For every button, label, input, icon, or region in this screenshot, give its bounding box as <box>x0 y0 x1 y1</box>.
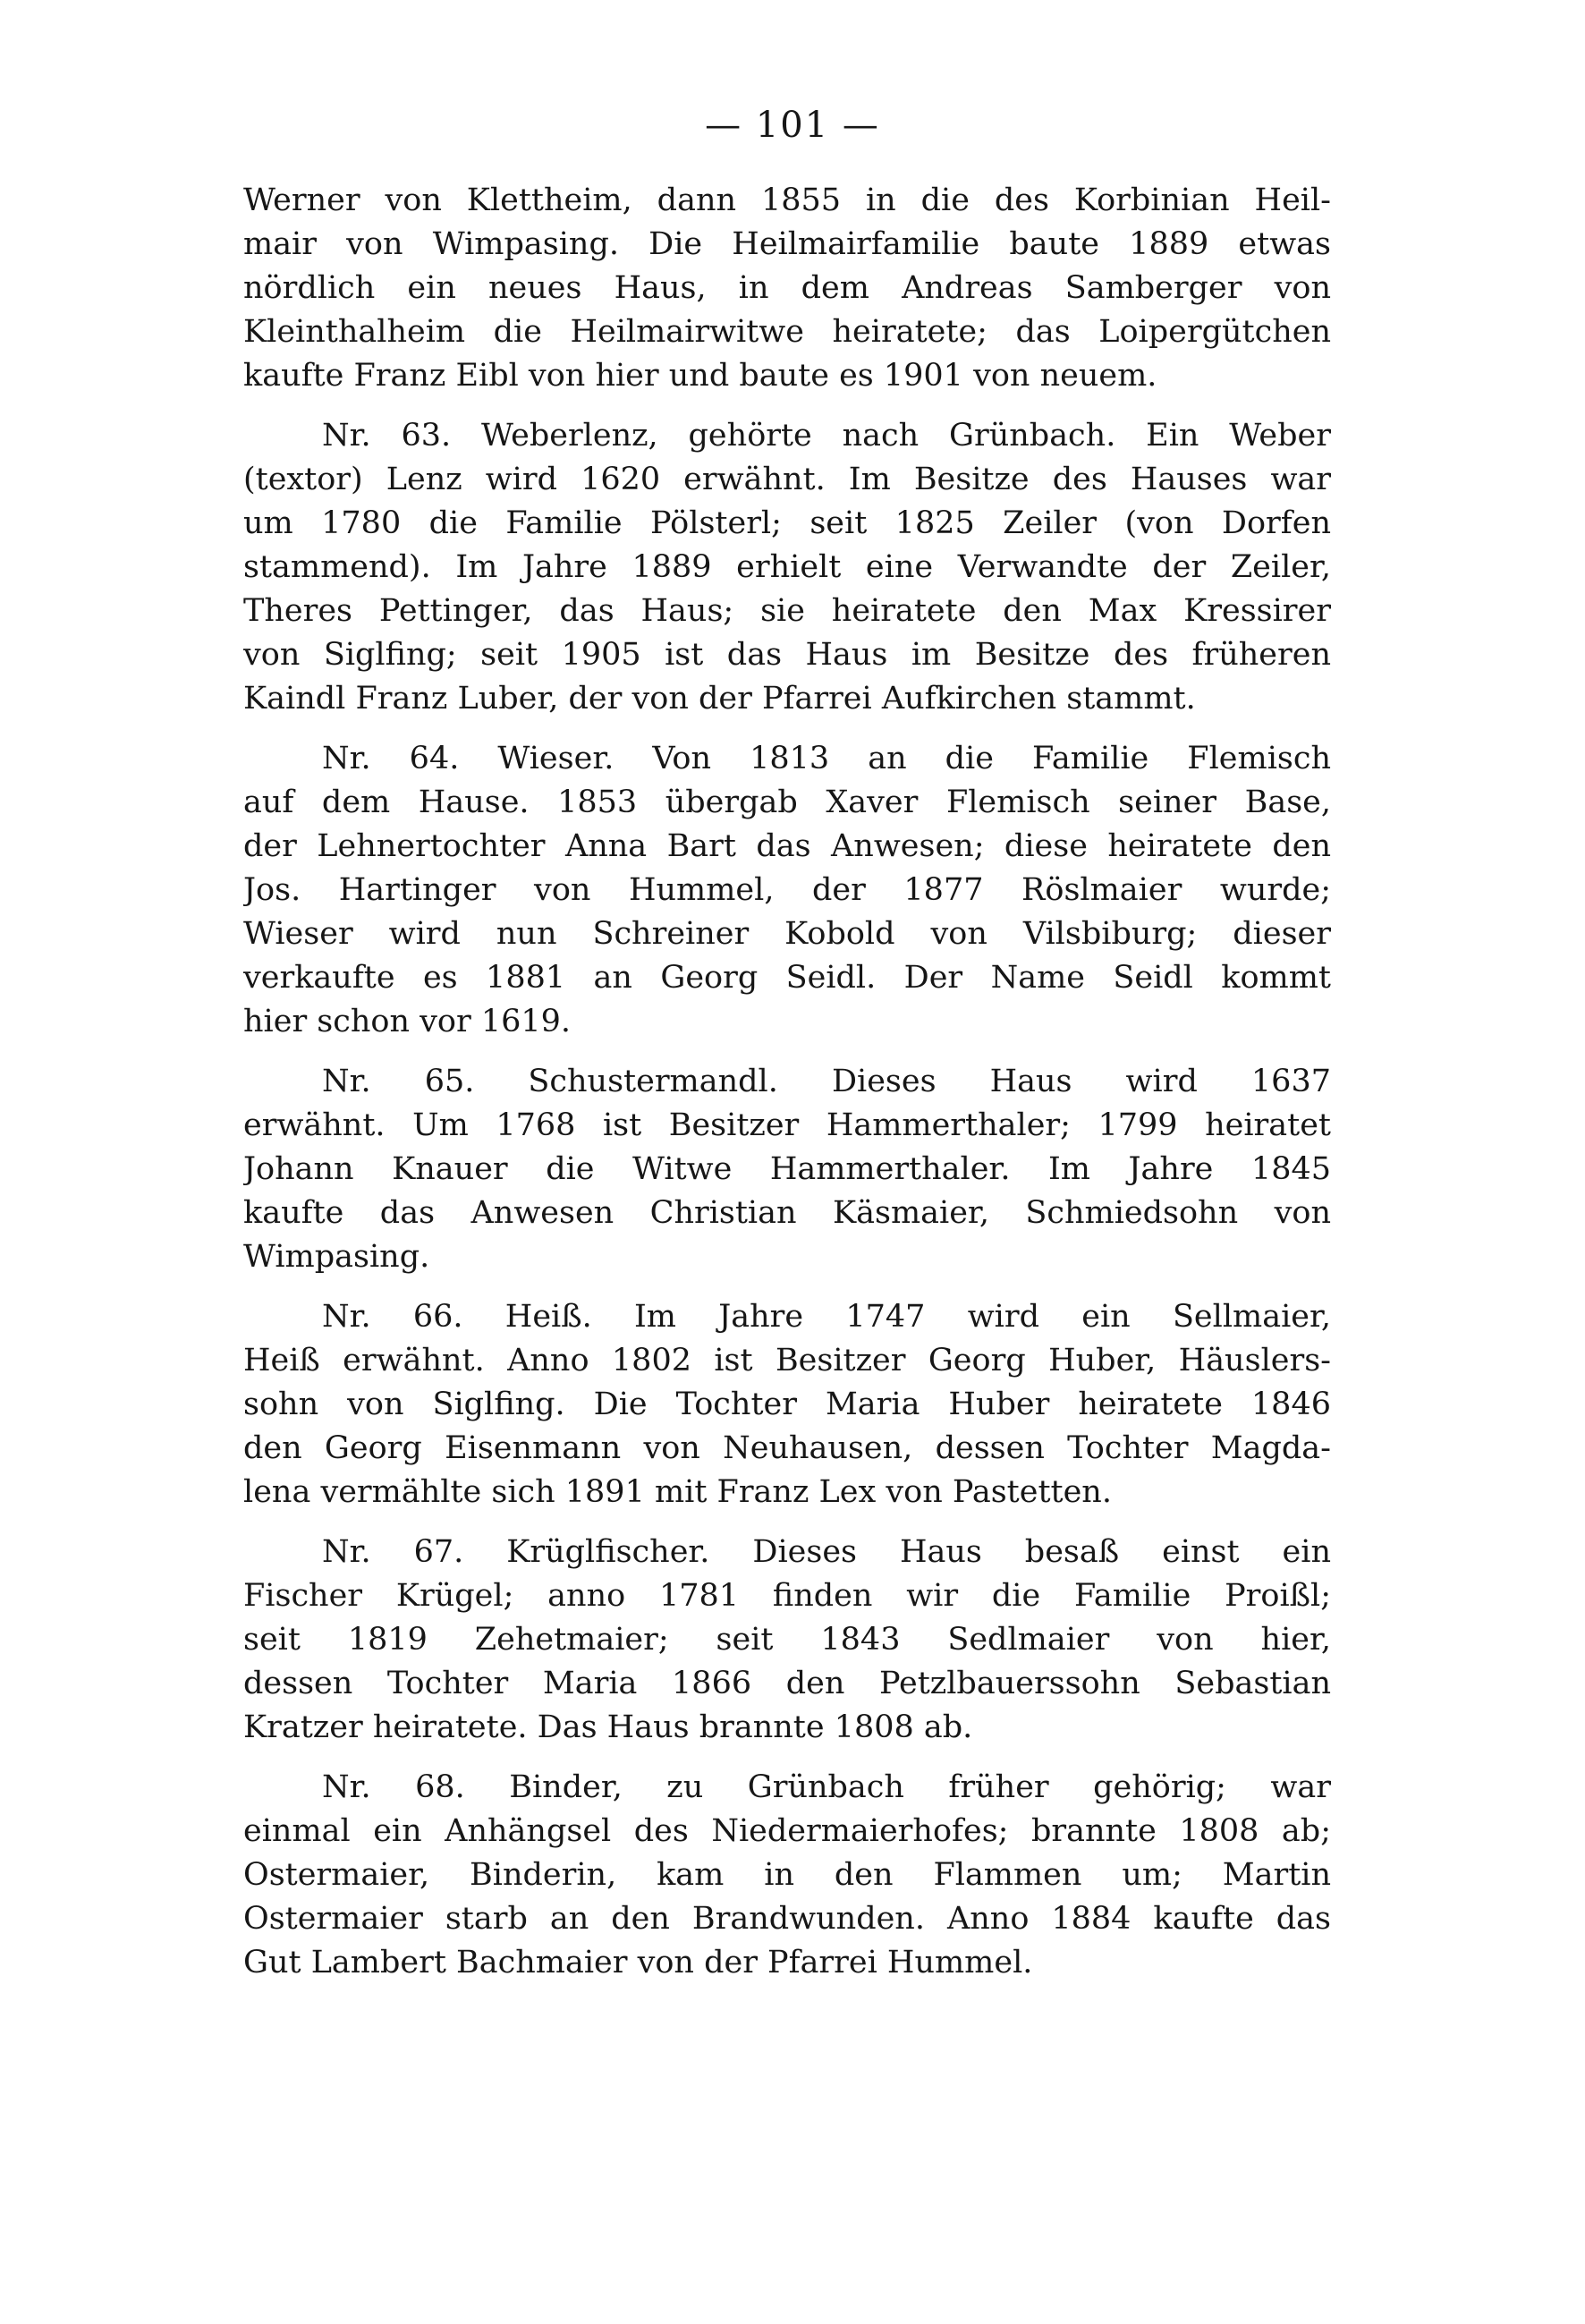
paragraph-nr-68 <box>243 1766 1331 1985</box>
text-line: Wieser wird nun Schreiner Kobold von Vilsbiburg; dieser <box>243 916 1331 952</box>
text-line: Werner von Klettheim, dann 1855 in die des Korbinian Heil- <box>243 182 1331 218</box>
text-line: stammend). Im Jahre 1889 erhielt eine Verwandte der Zeiler, <box>243 549 1331 585</box>
text-line: mair von Wimpasing. Die Heilmairfamilie baute 1889 etwas <box>243 226 1331 262</box>
text-line: Kleinthalheim die Heilmairwitwe heiratete; das Loipergütchen <box>243 314 1331 350</box>
paragraph-nr-63 <box>243 414 1331 721</box>
text-line: Wimpasing. <box>243 1239 430 1275</box>
text-line: auf dem Hause. 1853 übergab Xaver Flemisch seiner Base, <box>243 785 1331 820</box>
text-line: Fischer Krügel; anno 1781 finden wir die Familie Proißl; <box>243 1578 1331 1614</box>
text-line: einmal ein Anhängsel des Niedermaierhofes; brannte 1808 ab; <box>243 1813 1331 1849</box>
text-line: Jos. Hartinger von Hummel, der 1877 Röslmaier wurde; <box>243 872 1331 908</box>
text-line: Ostermaier, Binderin, kam in den Flammen um; Martin <box>243 1857 1331 1893</box>
text-line: Heiß erwähnt. Anno 1802 ist Besitzer Georg Huber, Häuslers- <box>243 1343 1331 1378</box>
text-line: Theres Pettinger, das Haus; sie heiratete den Max Kressirer <box>243 593 1331 629</box>
text-line: kaufte Franz Eibl von hier und baute es 1901 von neuem. <box>243 358 1157 394</box>
body-text <box>243 179 1331 1985</box>
text-line: seit 1819 Zehetmaier; seit 1843 Sedlmaier von hier, <box>243 1622 1331 1658</box>
text-line: (textor) Lenz wird 1620 erwähnt. Im Besitze des Hauses war <box>243 462 1331 497</box>
page-number: — 101 — <box>705 105 880 146</box>
paragraph-nr-66 <box>243 1295 1331 1514</box>
text-line: Nr. 66. Heiß. Im Jahre 1747 wird ein Sellmaier, <box>322 1299 1331 1335</box>
text-line: Ostermaier starb an den Brandwunden. Anno 1884 kaufte das <box>243 1901 1331 1937</box>
text-line: um 1780 die Familie Pölsterl; seit 1825 Zeiler (von Dorfen <box>243 505 1331 541</box>
text-line: nördlich ein neues Haus, in dem Andreas Samberger von <box>243 270 1331 306</box>
paragraph-nr-65 <box>243 1060 1331 1279</box>
text-line: Nr. 68. Binder, zu Grünbach früher gehörig; war <box>322 1769 1331 1805</box>
text-line: sohn von Siglfing. Die Tochter Maria Huber heiratete 1846 <box>243 1387 1331 1422</box>
text-line: kaufte das Anwesen Christian Käsmaier, Schmiedsohn von <box>243 1195 1331 1231</box>
text-line: Nr. 65. Schustermandl. Dieses Haus wird 1637 <box>322 1064 1331 1099</box>
text-line: lena vermählte sich 1891 mit Franz Lex von Pastetten. <box>243 1474 1112 1510</box>
text-line: Kaindl Franz Luber, der von der Pfarrei Aufkirchen stammt. <box>243 681 1196 717</box>
paragraph-nr-64 <box>243 737 1331 1044</box>
text-line: erwähnt. Um 1768 ist Besitzer Hammerthaler; 1799 heiratet <box>243 1107 1331 1143</box>
text-line: von Siglfing; seit 1905 ist das Haus im Besitze des früheren <box>243 637 1331 673</box>
text-line: verkaufte es 1881 an Georg Seidl. Der Name Seidl kommt <box>243 960 1331 996</box>
text-line: Nr. 64. Wieser. Von 1813 an die Familie Flemisch <box>322 741 1331 776</box>
text-line: Kratzer heiratete. Das Haus brannte 1808 ab. <box>243 1709 973 1745</box>
text-line: Nr. 63. Weberlenz, gehörte nach Grünbach. Ein Weber <box>322 418 1331 454</box>
text-line: hier schon vor 1619. <box>243 1004 572 1039</box>
text-line: Gut Lambert Bachmaier von der Pfarrei Hummel. <box>243 1945 1033 1980</box>
text-line: Johann Knauer die Witwe Hammerthaler. Im Jahre 1845 <box>243 1151 1331 1187</box>
text-line: dessen Tochter Maria 1866 den Petzlbauerssohn Sebastian <box>243 1666 1331 1701</box>
text-line: der Lehnertochter Anna Bart das Anwesen; diese heiratete den <box>243 828 1331 864</box>
text-line: den Georg Eisenmann von Neuhausen, dessen Tochter Magda- <box>243 1430 1331 1466</box>
paragraph-continuation <box>243 179 1331 398</box>
text-line: Nr. 67. Krüglfischer. Dieses Haus besaß einst ein <box>322 1534 1331 1570</box>
paragraph-nr-67 <box>243 1531 1331 1750</box>
